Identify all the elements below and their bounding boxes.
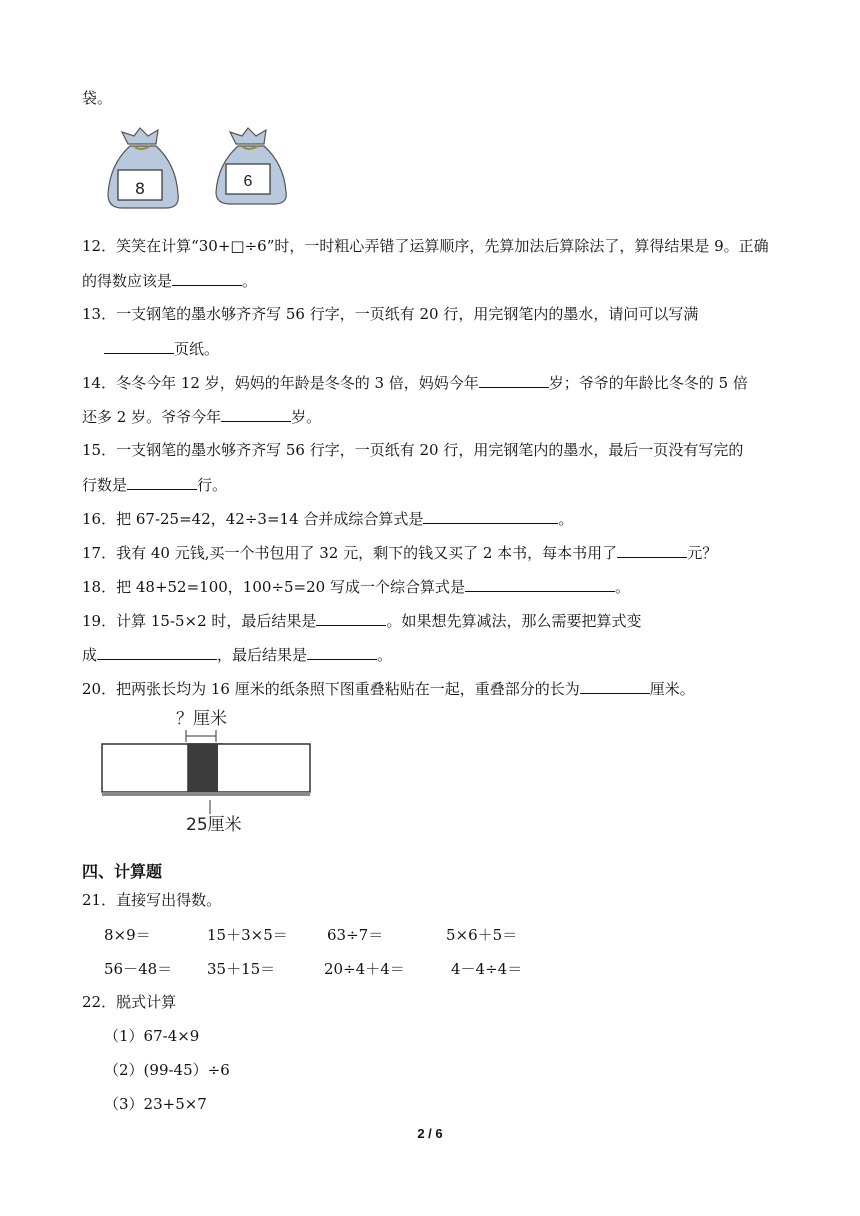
overlap-region bbox=[188, 744, 218, 792]
text: 行。 bbox=[197, 476, 228, 494]
text: 20．把两张长均为 16 厘米的纸条照下图重叠粘贴在一起，重叠部分的长为 bbox=[82, 680, 580, 698]
question-21-title: 21．直接写出得数。 bbox=[82, 891, 222, 909]
question-13-line2 bbox=[104, 338, 219, 359]
question-19-line2 bbox=[82, 644, 392, 665]
text: 。 bbox=[377, 646, 393, 664]
answer-blank[interactable] bbox=[307, 644, 377, 660]
page-number: 2 / 6 bbox=[417, 1126, 443, 1141]
overlap-length-label: ？厘米 bbox=[176, 709, 227, 729]
paper-strips-figure bbox=[100, 702, 320, 838]
calc-item: 5×6＋5＝ bbox=[446, 926, 518, 944]
text: 岁；爷爷的年龄比冬冬的 5 倍 bbox=[548, 374, 748, 392]
calc-step-item: （1）67-4×9 bbox=[104, 1027, 200, 1045]
question-13-line1: 13．一支钢笔的墨水够齐齐写 56 行字，一页纸有 20 行，用完钢笔内的墨水，请问可以写满 bbox=[82, 305, 699, 323]
question-14-line1 bbox=[82, 372, 748, 393]
calc-item: 15＋3×5＝ bbox=[207, 926, 288, 944]
text: 行数是 bbox=[82, 476, 128, 494]
calc-item: 20÷4＋4＝ bbox=[324, 960, 405, 978]
text: 。 bbox=[614, 578, 630, 596]
answer-blank[interactable] bbox=[479, 372, 549, 388]
text: ，最后结果是 bbox=[217, 646, 308, 664]
question-15-line1: 15．一支钢笔的墨水够齐齐写 56 行字，一页纸有 20 行，用完钢笔内的墨水，最后一页没有写完的 bbox=[82, 441, 744, 459]
answer-blank[interactable] bbox=[127, 474, 197, 490]
calc-item: 35＋15＝ bbox=[207, 960, 276, 978]
text: 元？ bbox=[687, 544, 718, 562]
answer-blank[interactable] bbox=[617, 542, 687, 558]
calc-item: 56－48＝ bbox=[104, 960, 173, 978]
text: 还多 2 岁。爷爷今年 bbox=[82, 408, 222, 426]
question-12-line2 bbox=[82, 270, 257, 291]
calc-item: 4－4÷4＝ bbox=[451, 960, 523, 978]
bag-label: 8 bbox=[134, 179, 146, 198]
question-16 bbox=[82, 508, 573, 529]
question-19-line1 bbox=[82, 610, 641, 631]
calc-step-item: （2）(99-45）÷6 bbox=[104, 1061, 230, 1079]
question-12-line1: 12．笑笑在计算“30+□÷6”时，一时粗心弄错了运算顺序，先算加法后算除法了，算得结果是 9。正确 bbox=[82, 237, 769, 255]
text: 页纸。 bbox=[174, 340, 220, 358]
answer-blank[interactable] bbox=[221, 406, 291, 422]
answer-blank[interactable] bbox=[580, 678, 650, 694]
total-length-label: 25厘米 bbox=[186, 815, 242, 835]
text: 。 bbox=[242, 272, 258, 290]
text: 19．计算 15-5×2 时，最后结果是 bbox=[82, 612, 317, 630]
answer-blank[interactable] bbox=[316, 610, 386, 626]
calc-step-item: （3）23+5×7 bbox=[104, 1095, 207, 1113]
section-title: 四、计算题 bbox=[82, 862, 163, 881]
question-14-line2 bbox=[82, 406, 321, 427]
answer-blank[interactable] bbox=[423, 508, 558, 524]
question-15-line2 bbox=[82, 474, 227, 495]
text: 。 bbox=[558, 510, 574, 528]
answer-blank[interactable] bbox=[97, 644, 217, 660]
text: 16．把 67-25=42，42÷3=14 合并成综合算式是 bbox=[82, 510, 424, 528]
text-fragment: 袋。 bbox=[82, 89, 113, 107]
calc-item: 8×9＝ bbox=[104, 926, 151, 944]
answer-blank[interactable] bbox=[172, 270, 242, 286]
text: 成 bbox=[82, 646, 98, 664]
money-bags-figure bbox=[100, 124, 290, 214]
text: 的得数应该是 bbox=[82, 272, 173, 290]
question-22-title: 22．脱式计算 bbox=[82, 993, 177, 1011]
text: 。如果想先算减法，那么需要把算式变 bbox=[386, 612, 642, 630]
answer-blank[interactable] bbox=[104, 338, 174, 354]
bag-icon bbox=[216, 128, 286, 204]
question-20 bbox=[82, 678, 695, 699]
question-17 bbox=[82, 542, 717, 563]
text: 厘米。 bbox=[649, 680, 695, 698]
text: 岁。 bbox=[291, 408, 322, 426]
question-18 bbox=[82, 576, 630, 597]
answer-blank[interactable] bbox=[465, 576, 615, 592]
text: 14．冬冬今年 12 岁，妈妈的年龄是冬冬的 3 倍，妈妈今年 bbox=[82, 374, 479, 392]
text: 17．我有 40 元钱,买一个书包用了 32 元，剩下的钱又买了 2 本书，每本书用了 bbox=[82, 544, 618, 562]
text: 18．把 48+52=100，100÷5=20 写成一个综合算式是 bbox=[82, 578, 465, 596]
bag-label: 6 bbox=[243, 173, 253, 190]
calc-item: 63÷7＝ bbox=[327, 926, 384, 944]
